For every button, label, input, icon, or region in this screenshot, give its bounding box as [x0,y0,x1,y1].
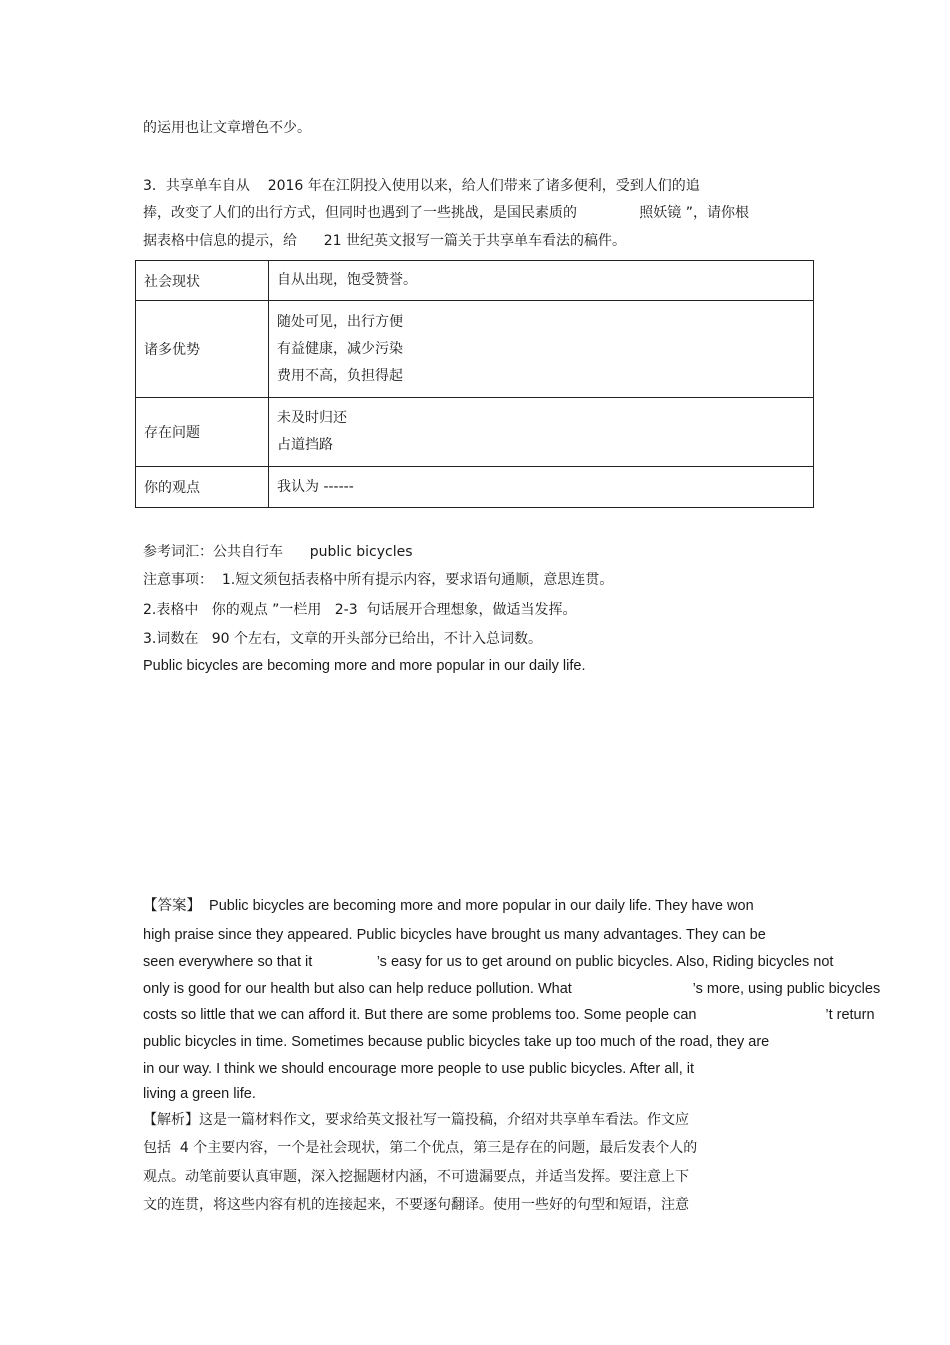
row-content [269,261,814,301]
row-content [269,301,814,398]
row-content [269,467,814,508]
content-item: 随处可见，出行方便 [277,313,403,330]
answer-line-4: only is good for our health but also can help reduce pollution. What ’s more, using public bicycles [143,981,881,997]
vocab-note: 参考词汇：公共自行车 public bicycles [143,544,413,560]
opening-sentence: Public bicycles are becoming more and more popular in our daily life. [143,658,586,674]
table-row [136,301,814,398]
answer-line-7: in our way. I think we should encourage more people to use public bicycles. After all, it [143,1061,695,1077]
content-item: 有益健康，减少污染 [277,340,403,357]
note-2: 2.表格中 你的观点 ”一栏用 2-3 句话展开合理想象，做适当发挥。 [143,602,577,618]
answer-line-3: seen everywhere so that it ’s easy for us to get around on public bicycles. Also, Riding bicycles not [143,954,834,970]
answer-line-6: public bicycles in time. Sometimes because public bicycles take up too much of the road, they are [143,1034,770,1050]
answer-line-5: costs so little that we can afford it. But there are some problems too. Some people can ’t return [143,1007,875,1023]
question-line-1: 3．共享单车自从 2016 年在江阴投入使用以来，给人们带来了诸多便利，受到人们的追 [143,178,700,194]
question-line-2: 捧，改变了人们的出行方式，但同时也遇到了一些挑战，是国民素质的 照妖镜 ”，请你根 [143,205,750,221]
analysis-line-1: 【解析】这是一篇材料作文，要求给英文报社写一篇投稿，介绍对共享单车看法。作文应 [143,1112,689,1128]
answer-line-1: 【答案】 Public bicycles are becoming more and more popular in our daily life. They have won [143,898,754,914]
content-item: 占道挡路 [277,437,333,453]
note-3: 3.词数在 90 个左右，文章的开头部分已给出，不计入总词数。 [143,631,542,647]
answer-line-8: living a green life. [143,1086,256,1102]
table-row [136,398,814,467]
content-item: 未及时归还 [277,410,347,426]
analysis-line-4: 文的连贯，将这些内容有机的连接起来，不要逐句翻译。使用一些好的句型和短语，注意 [143,1197,689,1213]
content-item: 自从出现，饱受赞誉。 [277,272,417,288]
row-label: 诸多优势 [136,301,269,398]
row-label: 存在问题 [136,398,269,467]
question-line-3: 据表格中信息的提示，给 21 世纪英文报写一篇关于共享单车看法的稿件。 [143,233,626,249]
content-item: 我认为 ------ [277,478,354,495]
table-row [136,467,814,508]
top-line: 的运用也让文章增色不少。 [143,120,311,136]
note-1: 注意事项： 1.短文须包括表格中所有提示内容，要求语句通顺，意思连贯。 [143,572,614,588]
answer-line-2: high praise since they appeared. Public bicycles have brought us many advantages. They can be [143,927,766,943]
table-row [136,261,814,301]
analysis-line-2: 包括 4 个主要内容，一个是社会现状，第二个优点，第三是存在的问题，最后发表个人的 [143,1140,698,1156]
info-table [135,260,814,508]
row-label: 社会现状 [136,261,269,301]
row-label: 你的观点 [136,467,269,508]
content-item: 费用不高，负担得起 [277,367,403,384]
analysis-line-3: 观点。动笔前要认真审题，深入挖掘题材内涵，不可遗漏要点，并适当发挥。要注意上下 [143,1169,689,1185]
row-content [269,398,814,467]
